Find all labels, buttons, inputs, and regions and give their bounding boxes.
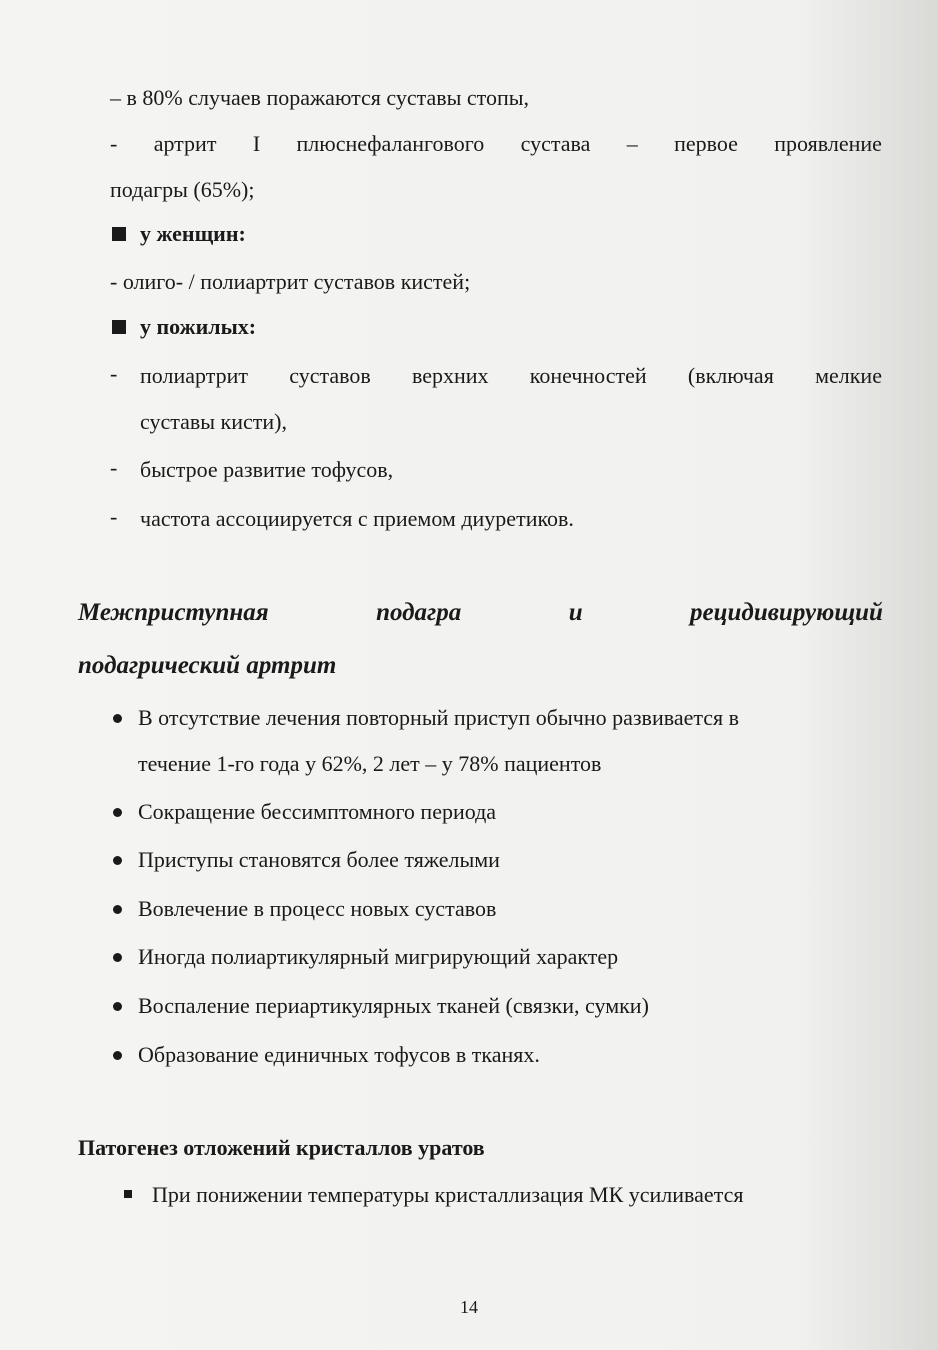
word: первое	[674, 131, 738, 156]
text-line: - олиго- / полиартрит суставов кистей;	[110, 269, 471, 294]
text-line: – в 80% случаев поражаются суставы стопы,	[110, 85, 530, 110]
square-bullet-icon	[112, 227, 126, 241]
list-item: Образование единичных тофусов в тканях.	[138, 1042, 540, 1067]
word: полиартрит	[140, 363, 248, 388]
page-number: 14	[460, 1297, 478, 1317]
word: конечностей	[529, 363, 647, 388]
text-line: быстрое развитие тофусов,	[140, 457, 394, 482]
text-line: суставы кисти),	[140, 409, 287, 434]
title-word: Межприступная	[78, 599, 269, 626]
pathogenesis-heading: Патогенез отложений кристаллов уратов	[78, 1135, 485, 1160]
list-item: Иногда полиартикулярный мигрирующий характер	[138, 944, 619, 969]
square-bullet-icon	[124, 1190, 132, 1198]
word: верхних	[411, 363, 489, 388]
title-word: подагра	[376, 599, 462, 626]
justified-text-line	[110, 130, 882, 158]
square-bullet-icon	[112, 320, 126, 334]
list-item: Приступы становятся более тяжелыми	[138, 847, 500, 872]
word: (включая	[687, 363, 774, 388]
list-item: Сокращение бессимптомного периода	[138, 799, 497, 824]
title-word: рецидивирующий	[690, 599, 883, 626]
text-line: частота ассоциируется с приемом диуретиков.	[140, 506, 574, 531]
word: мелкие	[815, 363, 882, 388]
dash-marker: -	[110, 504, 118, 529]
women-heading: у женщин:	[140, 221, 246, 246]
bullet-icon	[113, 905, 122, 914]
word: I	[252, 131, 261, 156]
bullet-icon	[113, 714, 122, 723]
list-item: В отсутствие лечения повторный приступ обычно развивается в	[138, 705, 740, 730]
word: артрит	[153, 131, 217, 156]
section-title-line2: подагрический артрит	[78, 652, 337, 679]
list-item: Воспаление периартикулярных тканей (связки, сумки)	[138, 993, 649, 1018]
list-item: Вовлечение в процесс новых суставов	[138, 896, 497, 921]
dash-marker: -	[110, 455, 118, 480]
title-word: и	[568, 599, 583, 626]
word: –	[626, 131, 638, 156]
bullet-icon	[113, 808, 122, 817]
bullet-icon	[113, 1051, 122, 1060]
word: суставов	[289, 363, 371, 388]
list-item-continuation: течение 1-го года у 62%, 2 лет – у 78% пациентов	[138, 751, 602, 776]
justified-text-line	[140, 362, 882, 390]
dash-marker: -	[110, 361, 118, 386]
text-line: подагры (65%);	[110, 177, 255, 202]
bullet-icon	[113, 953, 122, 962]
word: проявление	[774, 131, 882, 156]
bullet-icon	[113, 856, 122, 865]
word: -	[110, 131, 118, 156]
section-title	[78, 597, 883, 629]
word: плюснефалангового	[296, 131, 485, 156]
list-item: При понижении температуры кристаллизация МК усиливается	[152, 1182, 744, 1207]
elderly-heading: у пожилых:	[140, 314, 257, 339]
bullet-icon	[113, 1002, 122, 1011]
word: сустава	[520, 131, 591, 156]
